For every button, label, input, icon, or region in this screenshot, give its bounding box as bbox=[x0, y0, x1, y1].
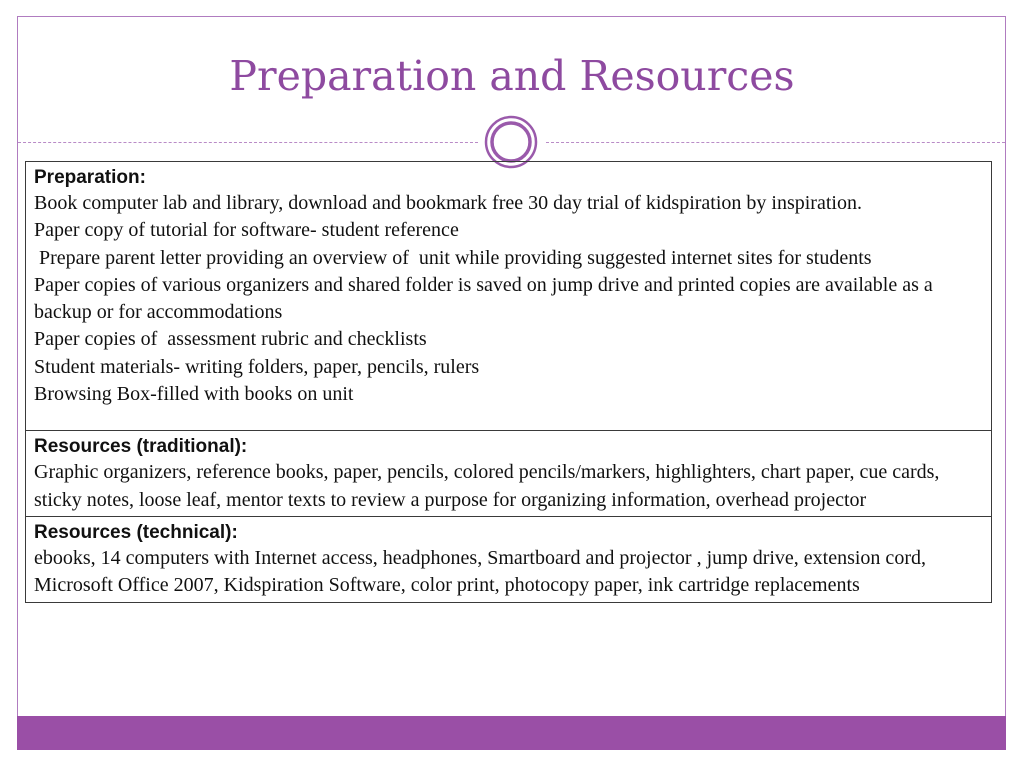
footer-band bbox=[17, 716, 1006, 750]
preparation-line: Browsing Box-filled with books on unit bbox=[34, 383, 354, 406]
preparation-line: Book computer lab and library, download and bookmark free 30 day trial of kidspiration by inspiration. bbox=[34, 192, 862, 214]
resources-traditional-cell bbox=[26, 431, 992, 517]
resources-technical-cell bbox=[26, 516, 992, 602]
table-row-resources-traditional bbox=[26, 431, 992, 517]
preparation-line: Paper copy of tutorial for software- student reference bbox=[34, 219, 459, 242]
preparation-heading: Preparation: bbox=[34, 167, 146, 188]
table-row-resources-technical bbox=[26, 516, 992, 602]
slide-title: Preparation and Resources bbox=[229, 52, 795, 100]
resources-technical-heading: Resources (technical): bbox=[34, 521, 238, 543]
resources-technical-text: ebooks, 14 computers with Internet access, headphones, Smartboard and projector , jump drive, extension cord, Microsoft Office 2007, Kidspiration Software, color print, photocopy paper, ink cartridge replacements bbox=[34, 546, 931, 597]
preparation-line: Prepare parent letter providing an overview of unit while providing suggested internet sites for students bbox=[34, 246, 872, 269]
title-divider-right bbox=[546, 142, 1005, 143]
resources-traditional-text: Graphic organizers, reference books, paper, pencils, colored pencils/markers, highlighters, chart paper, cue cards, sticky notes, loose leaf, mentor texts to review a purpose for organizing information, overhead projector bbox=[34, 461, 945, 511]
title-divider-left bbox=[18, 142, 478, 143]
preparation-cell bbox=[26, 162, 992, 431]
resources-traditional-heading: Resources (traditional): bbox=[34, 436, 248, 458]
table-row-preparation bbox=[26, 162, 992, 431]
preparation-line: Paper copies of various organizers and shared folder is saved on jump drive and printed copies are available as a backup or for accommodations bbox=[34, 273, 938, 324]
preparation-line: Paper copies of assessment rubric and checklists bbox=[34, 328, 427, 351]
content-table bbox=[25, 161, 992, 603]
preparation-line: Student materials- writing folders, paper, pencils, rulers bbox=[34, 355, 480, 378]
